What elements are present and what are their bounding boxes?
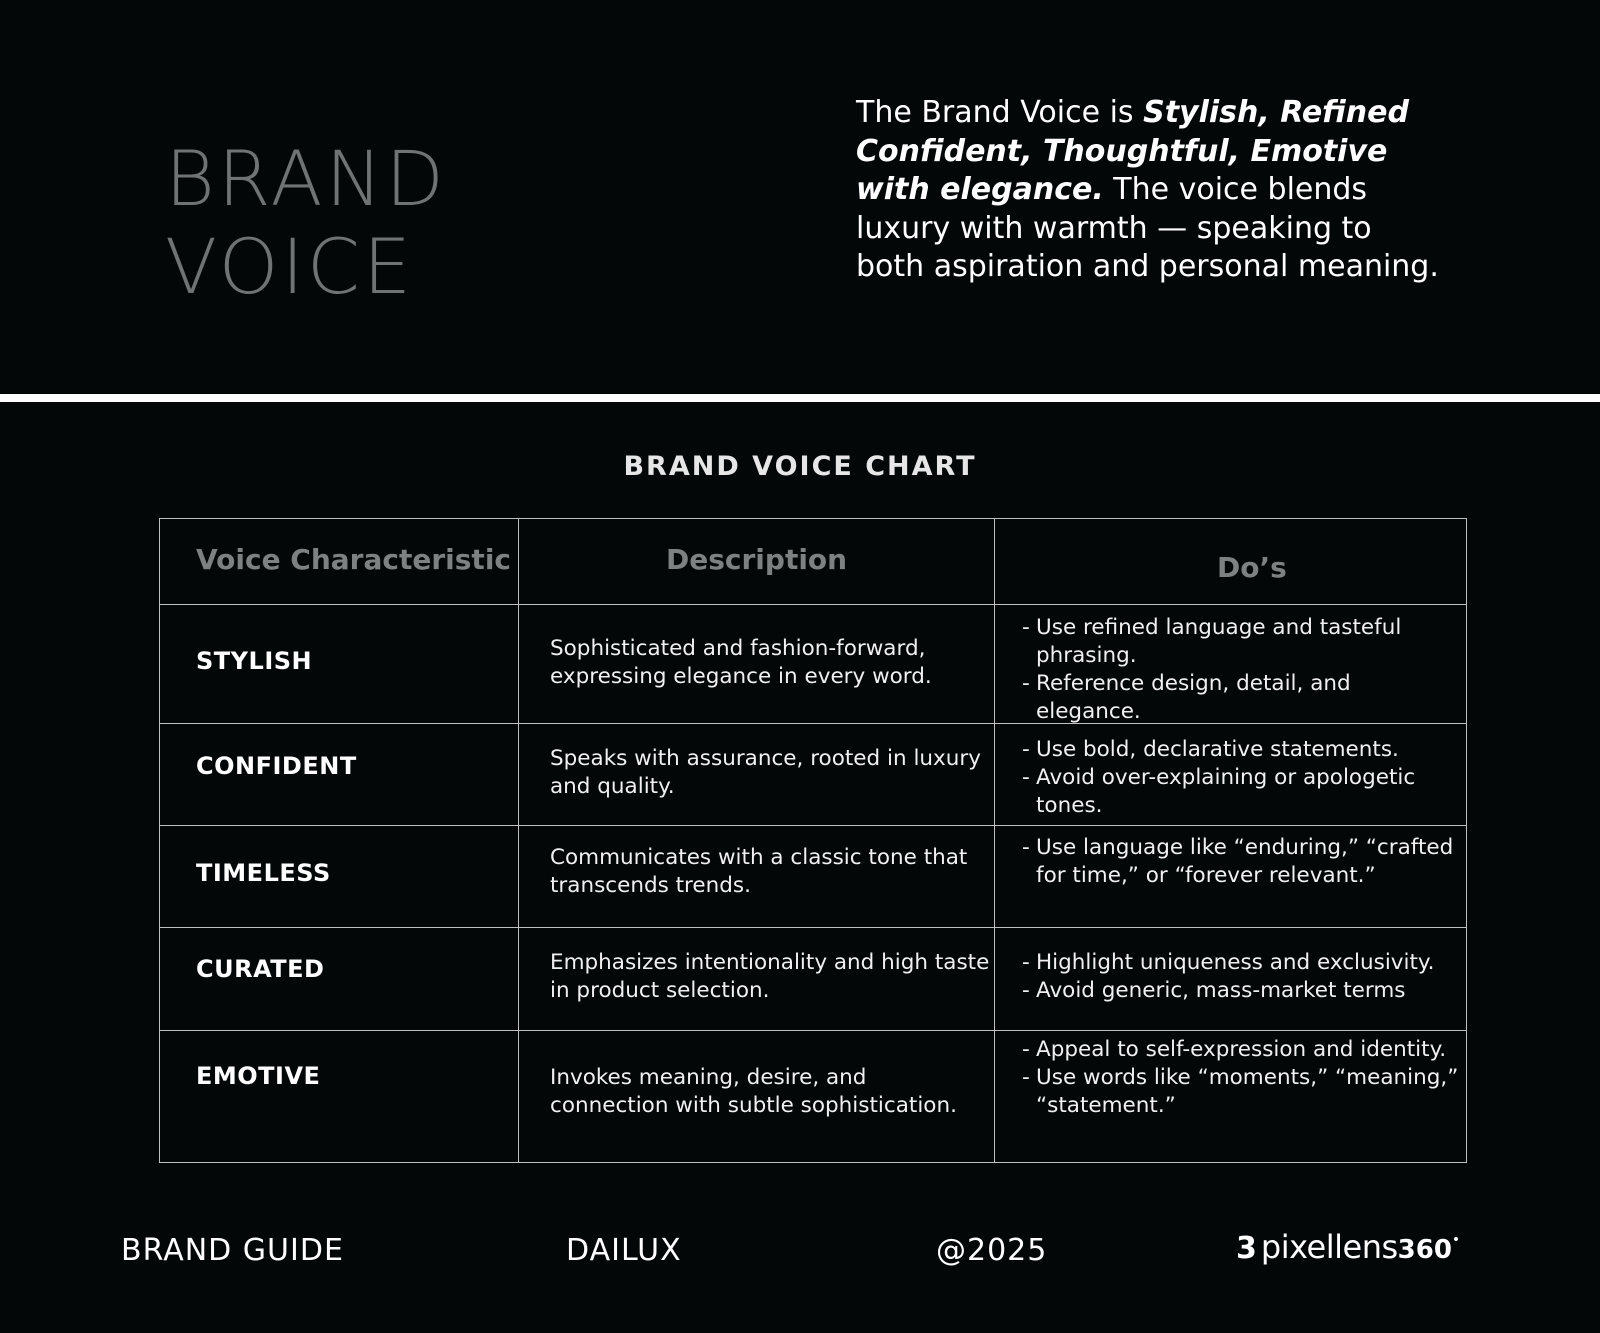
dos-list-curated [1022, 949, 1462, 1005]
description-emotive: Invokes meaning, desire, and connection with subtle sophistication. [550, 1065, 957, 1118]
footer-brand-name: DAILUX [566, 1233, 682, 1268]
intro-emphasis: Stylish, Refined Confident, Thoughtful, Emotive with elegance. [856, 95, 1409, 207]
logo-mark: 3 [1236, 1231, 1257, 1266]
dos-item: - Avoid over-explaining or apologetic tones. [1022, 764, 1462, 820]
footer-brand-guide: BRAND GUIDE [121, 1233, 344, 1268]
dos-list-timeless [1022, 834, 1462, 890]
characteristic-emotive: EMOTIVE [196, 1062, 321, 1090]
page-title-line-2: VOICE [165, 222, 414, 311]
voice-chart-table [159, 518, 1467, 1163]
pixellens-logo [1236, 1228, 1460, 1266]
logo-number: 360 [1397, 1235, 1452, 1265]
column-header-description: Description [666, 543, 848, 576]
dos-item: - Use bold, declarative statements. [1022, 736, 1462, 764]
dos-item: - Use refined language and tasteful phrasing. [1022, 614, 1462, 670]
page-title [165, 135, 447, 311]
description-timeless: Communicates with a classic tone that transcends trends. [550, 845, 968, 898]
dos-item: - Avoid generic, mass-market terms [1022, 977, 1462, 1005]
section-divider [0, 394, 1600, 402]
dos-item: - Reference design, detail, and elegance. [1022, 670, 1462, 726]
row-divider [160, 825, 1466, 826]
dos-item: - Use words like “moments,” “meaning,” “statement.” [1022, 1064, 1462, 1120]
characteristic-timeless: TIMELESS [196, 859, 331, 887]
dos-item: - Highlight uniqueness and exclusivity. [1022, 949, 1462, 977]
row-divider [160, 1030, 1466, 1031]
intro-rest: The voice blends luxury with warmth — speaking to both aspiration and personal meaning. [856, 172, 1439, 284]
dos-list-stylish [1022, 614, 1462, 726]
dos-item: - Appeal to self-expression and identity. [1022, 1036, 1462, 1064]
chart-title: BRAND VOICE CHART [623, 451, 977, 482]
column-divider [994, 519, 995, 1162]
footer-year: @2025 [936, 1233, 1048, 1268]
dos-list-confident [1022, 736, 1462, 820]
page-title-line-1: BRAND [165, 134, 447, 223]
characteristic-confident: CONFIDENT [196, 752, 357, 780]
logo-wordmark: pixellens [1260, 1228, 1398, 1266]
description-confident: Speaks with assurance, rooted in luxury and quality. [550, 746, 981, 799]
dos-item: - Use language like “enduring,” “crafted for time,” or “forever relevant.” [1022, 834, 1462, 890]
column-divider [518, 519, 519, 1162]
description-stylish: Sophisticated and fashion-forward, expressing elegance in every word. [550, 636, 932, 689]
description-curated: Emphasizes intentionality and high taste in product selection. [550, 950, 990, 1003]
column-header-dos: Do’s [1217, 551, 1287, 584]
intro-lead: The Brand Voice is [856, 95, 1144, 130]
dos-list-emotive [1022, 1036, 1462, 1120]
brand-voice-intro [856, 94, 1446, 287]
row-divider [160, 604, 1466, 605]
row-divider [160, 927, 1466, 928]
logo-dot: • [1451, 1232, 1461, 1248]
characteristic-curated: CURATED [196, 955, 325, 983]
characteristic-stylish: STYLISH [196, 647, 313, 675]
column-header-characteristic: Voice Characteristic [196, 543, 512, 576]
